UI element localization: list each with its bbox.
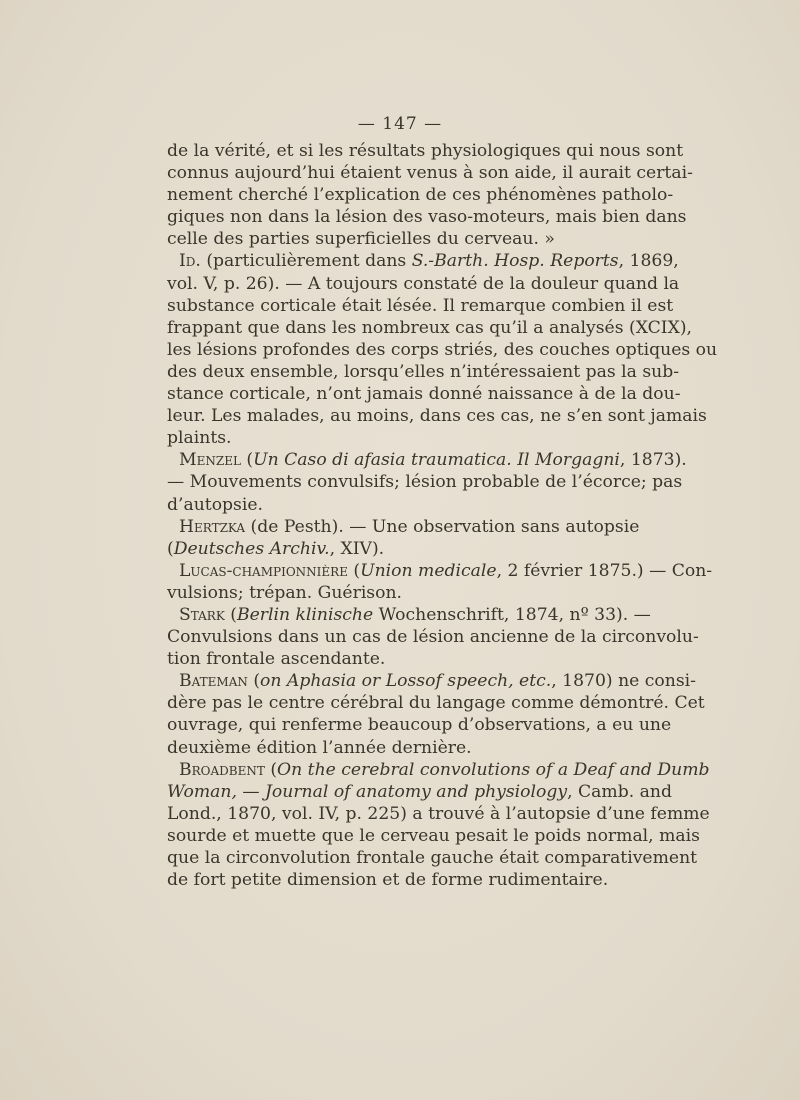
text-run: , 1873). — [619, 450, 687, 471]
page-number: — 147 — — [357, 114, 443, 134]
text-line — [167, 449, 687, 471]
author-name: Stark — [179, 604, 225, 625]
text-line: frappant que dans les nombreux cas qu’il a analysés (XCIX), — [167, 317, 692, 338]
text-line: giques non dans la lésion des vaso-moteurs, mais bien dans — [167, 207, 687, 228]
text-line: celle des parties superficielles du cerveau. » — [167, 229, 555, 250]
italic-title: On the cerebral convolutions of a Deaf and Dumb — [277, 759, 710, 780]
text-line: plaints. — [167, 428, 232, 449]
body-text — [167, 140, 718, 891]
italic-title: Woman, — Journal of anatomy and physiology — [167, 781, 568, 802]
text-line: connus aujourd’hui étaient venus à son aide, il aurait certai- — [167, 163, 693, 184]
text-line: — Mouvements convulsifs; lésion probable de l’écorce; pas — [167, 472, 683, 493]
author-name: Bateman — [179, 671, 248, 692]
author-name: Hertzka — [179, 516, 246, 537]
text-line — [167, 670, 696, 692]
author-name: Broadbent — [179, 759, 265, 780]
text-line: vol. V, p. 26). — A toujours constaté de la douleur quand la — [167, 273, 680, 294]
text-line — [167, 759, 710, 781]
text-line: leur. Les malades, au moins, dans ces cas, ne s’en sont jamais — [167, 406, 707, 427]
text-run: , XIV). — [329, 538, 385, 559]
text-line: stance corticale, n’ont jamais donné naissance à de la dou- — [167, 384, 681, 405]
author-name: Id. — [179, 251, 201, 272]
text-run: ( — [224, 604, 237, 625]
text-line: sourde et muette que le cerveau pesait le poids normal, mais — [167, 825, 700, 846]
text-run: (particulièrement dans — [200, 251, 412, 272]
author-name: Menzel — [179, 450, 241, 471]
text-line: les lésions profondes des corps striés, des couches optiques ou — [167, 339, 718, 360]
text-run: Wochenschrift, 1874, nº 33). — — [373, 604, 651, 625]
italic-title: Un Caso di afasia traumatica. Il Morgagni — [253, 450, 620, 471]
text-run: , 1870) ne consi- — [551, 671, 696, 692]
text-run: , 1869, — [618, 251, 679, 272]
text-run: ( — [264, 759, 278, 780]
italic-title: Union medicale — [360, 560, 497, 581]
italic-title: Deutsches Archiv. — [173, 538, 330, 559]
author-name: Lucas-championnière — [179, 560, 348, 581]
text-line: d’autopsie. — [167, 494, 263, 515]
text-line: deuxième édition l’année dernière. — [167, 737, 472, 758]
text-line: Lond., 1870, vol. IV, p. 225) a trouvé à l’autopsie d’une femme — [167, 803, 710, 824]
text-run: , 2 février 1875.) — Con- — [496, 560, 713, 581]
text-run: (de Pesth). — Une observation sans autopsie — [245, 516, 640, 537]
text-line — [167, 604, 651, 626]
text-line: vulsions; trépan. Guérison. — [167, 582, 403, 603]
text-line: Convulsions dans un cas de lésion ancienne de la circonvolu- — [167, 627, 699, 648]
text-run: ( — [240, 450, 254, 471]
text-line — [167, 250, 679, 272]
text-line — [167, 538, 612, 560]
text-line: ouvrage, qui renferme beaucoup d’observations, a eu une — [167, 715, 672, 736]
text-line: dère pas le centre cérébral du langage comme démontré. Cet — [167, 693, 705, 714]
text-line — [167, 516, 640, 538]
text-run: , Camb. and — [567, 781, 672, 802]
text-run: ( — [347, 560, 361, 581]
text-line: tion frontale ascendante. — [167, 649, 386, 670]
italic-title: S.-Barth. Hosp. Reports — [411, 251, 619, 272]
text-run: ( — [247, 671, 261, 692]
bleed-through-decoration — [165, 850, 625, 870]
text-run: ( — [167, 538, 174, 559]
text-line: nement cherché l’explication de ces phénomènes patholo- — [167, 185, 674, 206]
italic-title: on Aphasia or Lossof speech, etc. — [260, 671, 552, 692]
text-line: que la circonvolution frontale gauche était comparativement — [167, 848, 698, 868]
italic-title: Berlin klinische — [236, 604, 374, 625]
text-line — [167, 781, 672, 803]
text-line: de la vérité, et si les résultats physiologiques qui nous sont — [167, 141, 684, 161]
text-line: de fort petite dimension et de forme rudimentaire. — [167, 870, 609, 891]
text-line: des deux ensemble, lorsqu’elles n’intéressaient pas la sub- — [167, 361, 680, 382]
text-line — [167, 560, 713, 582]
text-line: substance corticale était lésée. Il remarque combien il est — [167, 295, 674, 316]
